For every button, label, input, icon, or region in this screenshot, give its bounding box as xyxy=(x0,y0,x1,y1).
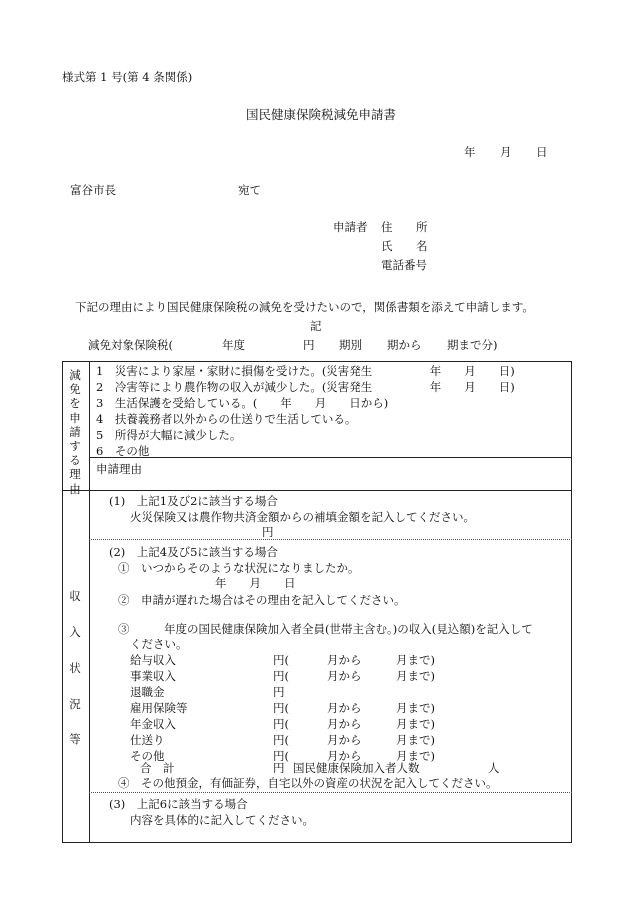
income-row-yen: 円( xyxy=(273,733,289,747)
part1-heading: (1) 上記1及び2に該当する場合 xyxy=(109,494,278,508)
part3-text: 内容を具体的に記入してください。 xyxy=(130,813,314,827)
phone-label: 電話番号 xyxy=(381,258,427,272)
income-row-label: 給与収入 xyxy=(130,653,176,667)
income-side-char-3: 状 xyxy=(69,661,81,675)
total-label: 合 計 xyxy=(140,761,175,775)
target-tax-label: 減免対象保険税( xyxy=(88,338,173,352)
reason-item-4: 4 扶養義務者以外からの仕送りで生活している。 xyxy=(96,412,357,426)
income-row-label: 年金収入 xyxy=(130,717,176,731)
addressee-suffix: 宛て xyxy=(238,183,261,197)
income-row-yen: 円( xyxy=(273,653,289,667)
income-row-to: 月まで) xyxy=(396,749,435,763)
application-statement: 下記の理由により国民健康保険税の減免を受けたいので，関係書類を添えて申請します。 xyxy=(75,300,534,314)
ki-mark: 記 xyxy=(310,319,322,333)
income-row-from: 月から xyxy=(327,653,362,667)
income-row-label: 雇用保険等 xyxy=(130,701,188,715)
part1-yen: 円 xyxy=(262,525,274,539)
part2-q4: ④ その他預金，有価証券，自宅以外の資産の状況を記入してください。 xyxy=(118,776,498,790)
reason-side-label: 減免を申請する理由 xyxy=(69,368,81,496)
income-row-yen: 円( xyxy=(273,669,289,683)
reason-item-1: 1 災害により家屋・家財に損傷を受けた。(災害発生 年 月 日) xyxy=(96,364,515,378)
part3-heading: (3) 上記6に該当する場合 xyxy=(109,797,248,811)
income-side-char-2: 入 xyxy=(69,625,81,639)
income-row-from: 月から xyxy=(327,717,362,731)
members-unit: 人 xyxy=(488,761,500,775)
income-row-to: 月まで) xyxy=(396,653,435,667)
reason-item-6: 6 その他 xyxy=(96,444,150,458)
income-row-label: その他 xyxy=(130,749,165,763)
side-column-divider xyxy=(89,361,90,843)
income-row-yen: 円 xyxy=(273,685,285,699)
part2-q3-line1: ③ 年度の国民健康保険加入者全員(世帯主含む。)の収入(見込額)を記入して xyxy=(118,622,533,636)
income-row-from: 月から xyxy=(327,669,362,683)
reason-row-divider xyxy=(89,457,572,458)
income-row-label: 事業収入 xyxy=(130,669,176,683)
income-row-to: 月まで) xyxy=(396,733,435,747)
income-row-yen: 円( xyxy=(273,749,289,763)
reason-item-2: 2 冷害等により農作物の収入が減少した。(災害発生 年 月 日) xyxy=(96,380,515,394)
reason-detail-label: 申請理由 xyxy=(96,462,142,476)
target-yen: 円 xyxy=(303,338,315,352)
target-kikara: 期から xyxy=(387,338,422,352)
part1-divider xyxy=(89,539,572,540)
income-row-yen: 円( xyxy=(273,701,289,715)
income-row-label: 仕送り xyxy=(130,733,165,747)
income-row-to: 月まで) xyxy=(396,669,435,683)
part2-heading: (2) 上記4及び5に該当する場合 xyxy=(109,545,278,559)
part2-q3-line2: ください。 xyxy=(130,637,188,651)
section-divider xyxy=(62,490,572,491)
income-row-yen: 円( xyxy=(273,717,289,731)
date-month: 月 xyxy=(500,145,512,159)
addressee: 富谷市長 xyxy=(70,183,116,197)
members-label: 国民健康保険加入者人数 xyxy=(293,761,420,775)
part1-text: 火災保険又は農作物共済金額からの補填金額を記入してください。 xyxy=(130,510,475,524)
address-label-a: 住 xyxy=(381,220,393,234)
date-day: 日 xyxy=(536,145,548,159)
reason-item-3: 3 生活保護を受給している。( 年 月 日から) xyxy=(96,396,389,410)
income-row-to: 月まで) xyxy=(396,717,435,731)
applicant-label: 申請者 xyxy=(333,220,368,234)
income-row-from: 月から xyxy=(327,701,362,715)
income-side-char-4: 況 xyxy=(69,697,81,711)
name-label-b: 名 xyxy=(416,239,428,253)
income-row-label: 退職金 xyxy=(130,685,165,699)
income-row-from: 月から xyxy=(327,749,362,763)
name-label-a: 氏 xyxy=(381,239,393,253)
part2-q1: ① いつからそのような状況になりましたか。 xyxy=(118,561,360,575)
income-side-char-1: 収 xyxy=(69,589,81,603)
income-row-to: 月まで) xyxy=(396,701,435,715)
income-side-char-5: 等 xyxy=(69,732,81,746)
address-label-b: 所 xyxy=(416,220,428,234)
form-number: 様式第 1 号(第 4 条関係) xyxy=(62,70,193,84)
target-kimade: 期まで分) xyxy=(447,338,498,352)
part2-q2: ② 申請が遅れた場合はその理由を記入してください。 xyxy=(118,593,406,607)
reason-item-5: 5 所得が大幅に減少した。 xyxy=(96,428,242,442)
target-kibetsu: 期別 xyxy=(339,338,362,352)
date-year: 年 xyxy=(464,145,476,159)
document-title: 国民健康保険税減免申請書 xyxy=(246,107,397,122)
part2-q1-date: 年 月 日 xyxy=(215,576,296,590)
target-nendo: 年度 xyxy=(222,338,245,352)
part2-divider xyxy=(89,792,572,793)
income-row-from: 月から xyxy=(327,733,362,747)
total-yen: 円 xyxy=(273,761,285,775)
